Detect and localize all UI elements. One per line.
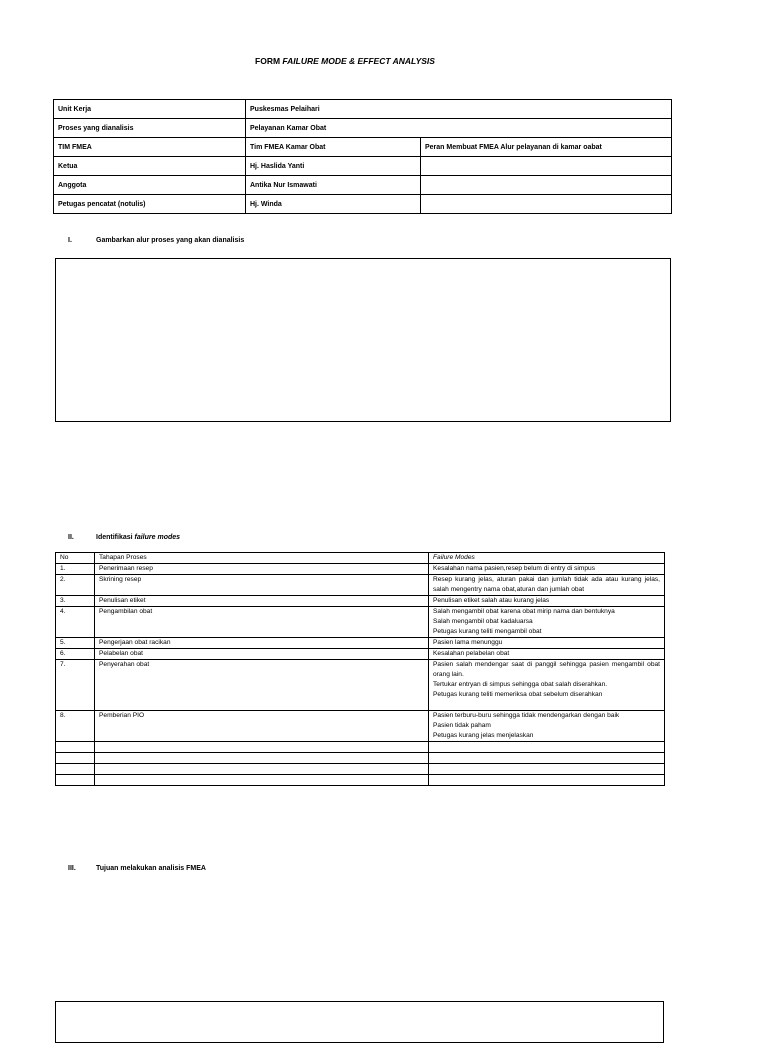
table-row <box>56 649 665 660</box>
info-label: Proses yang dianalisis <box>54 119 246 138</box>
row-step: Pemberian PIO <box>95 711 429 742</box>
form-title-prefix: FORM <box>255 56 283 66</box>
row-step: Pengambilan obat <box>95 607 429 638</box>
row-failure-mode <box>429 575 665 596</box>
empty-table-row <box>56 753 665 764</box>
table-row <box>56 660 665 711</box>
row-no: 6. <box>56 649 95 660</box>
empty-cell <box>56 764 95 775</box>
header-failure-modes: Failure Modes <box>429 553 665 564</box>
section-text-prefix: Identifikasi <box>96 534 135 541</box>
row-failure-mode <box>429 638 665 649</box>
form-title <box>0 56 690 66</box>
row-failure-mode <box>429 564 665 575</box>
empty-cell <box>95 764 429 775</box>
info-value: Antika Nur Ismawati <box>246 176 421 195</box>
empty-cell <box>56 775 95 786</box>
empty-cell <box>95 753 429 764</box>
row-failure-mode <box>429 596 665 607</box>
empty-table-row <box>56 742 665 753</box>
row-step: Penyerahan obat <box>95 660 429 711</box>
row-no: 7. <box>56 660 95 711</box>
info-value: Tim FMEA Kamar Obat <box>246 138 421 157</box>
row-failure-mode <box>429 607 665 638</box>
info-row <box>54 100 672 119</box>
row-step: Penulisan etiket <box>95 596 429 607</box>
info-label: TIM FMEA <box>54 138 246 157</box>
failure-mode-line: Penulisan etiket salah atau kurang jelas <box>433 597 550 604</box>
row-no: 8. <box>56 711 95 742</box>
info-row <box>54 176 672 195</box>
info-row <box>54 195 672 214</box>
info-extra <box>421 176 672 195</box>
row-no: 2. <box>56 575 95 596</box>
failure-mode-line: Petugas kurang teliti memeriksa obat sebelum diserahkan <box>433 691 603 698</box>
info-extra <box>421 195 672 214</box>
section-number: III. <box>68 865 76 872</box>
table-row <box>56 564 665 575</box>
info-table <box>53 99 672 214</box>
info-row <box>54 157 672 176</box>
empty-cell <box>429 742 665 753</box>
failure-mode-line: Resep kurang jelas, aturan pakai dan jumlah tidak ada atau kurang jelas, salah mengentry nama obat,aturan dan jumlah obat <box>433 576 660 593</box>
empty-cell <box>429 764 665 775</box>
form-title-emphasis: FAILURE MODE & EFFECT ANALYSIS <box>282 56 435 66</box>
section-text <box>96 534 180 541</box>
table-row <box>56 711 665 742</box>
section-text-emphasis: failure modes <box>134 534 181 541</box>
row-step: Skrining resep <box>95 575 429 596</box>
info-value: Pelayanan Kamar Obat <box>246 119 672 138</box>
row-no: 3. <box>56 596 95 607</box>
process-flow-box[interactable] <box>55 258 671 422</box>
info-value: Puskesmas Pelaihari <box>246 100 672 119</box>
row-step: Penerimaan resep <box>95 564 429 575</box>
row-failure-mode <box>429 649 665 660</box>
table-header-row <box>56 553 665 564</box>
failure-mode-line: Pasien lama menunggu <box>433 639 503 646</box>
failure-mode-line: Salah mengambil obat kadaluarsa <box>433 618 533 625</box>
failure-mode-line: Petugas kurang teliti mengambil obat <box>433 628 542 635</box>
empty-cell <box>429 753 665 764</box>
info-label: Ketua <box>54 157 246 176</box>
info-label: Anggota <box>54 176 246 195</box>
section-number: II. <box>68 534 74 541</box>
failure-mode-line: Pasien tidak paham <box>433 722 491 729</box>
fmea-purpose-box[interactable] <box>55 1001 664 1043</box>
empty-cell <box>95 775 429 786</box>
info-value: Hj. Haslida Yanti <box>246 157 421 176</box>
empty-table-row <box>56 775 665 786</box>
info-value: Hj. Winda <box>246 195 421 214</box>
row-no: 5. <box>56 638 95 649</box>
empty-cell <box>429 775 665 786</box>
section-text: Gambarkan alur proses yang akan dianalisis <box>96 237 245 244</box>
info-extra: Peran Membuat FMEA Alur pelayanan di kamar oabat <box>421 138 672 157</box>
row-failure-mode <box>429 660 665 711</box>
failure-modes-table <box>55 552 665 786</box>
table-row <box>56 638 665 649</box>
empty-table-row <box>56 764 665 775</box>
failure-mode-line: Kesalahan pelabelan obat <box>433 650 510 657</box>
info-row <box>54 119 672 138</box>
row-step: Pelabelan obat <box>95 649 429 660</box>
info-extra <box>421 157 672 176</box>
table-row <box>56 607 665 638</box>
empty-cell <box>56 742 95 753</box>
section-number: I. <box>68 237 72 244</box>
failure-mode-line: Pasien terburu-buru sehingga tidak mendengarkan dengan baik <box>433 712 620 719</box>
info-row <box>54 138 672 157</box>
empty-cell <box>95 742 429 753</box>
section-text: Tujuan melakukan analisis FMEA <box>96 865 206 872</box>
failure-mode-line: Tertukar entryan di simpus sehingga obat salah diserahkan. <box>433 681 608 688</box>
empty-cell <box>56 753 95 764</box>
info-label: Petugas pencatat (notulis) <box>54 195 246 214</box>
failure-mode-line: Pasien salah mendengar saat di panggil sehingga pasien mengambil obat orang lain. <box>433 661 660 678</box>
header-no: No <box>56 553 95 564</box>
failure-mode-line: Salah mengambil obat karena obat mirip nama dan bentuknya <box>433 608 615 615</box>
failure-mode-line: Kesalahan nama pasien,resep belum di entry di simpus <box>433 565 596 572</box>
failure-mode-line: Petugas kurang jelas menjelaskan <box>433 732 534 739</box>
row-failure-mode <box>429 711 665 742</box>
info-label: Unit Kerja <box>54 100 246 119</box>
row-no: 4. <box>56 607 95 638</box>
row-no: 1. <box>56 564 95 575</box>
row-step: Pengerjaan obat racikan <box>95 638 429 649</box>
header-step: Tahapan Proses <box>95 553 429 564</box>
table-row <box>56 575 665 596</box>
table-row <box>56 596 665 607</box>
